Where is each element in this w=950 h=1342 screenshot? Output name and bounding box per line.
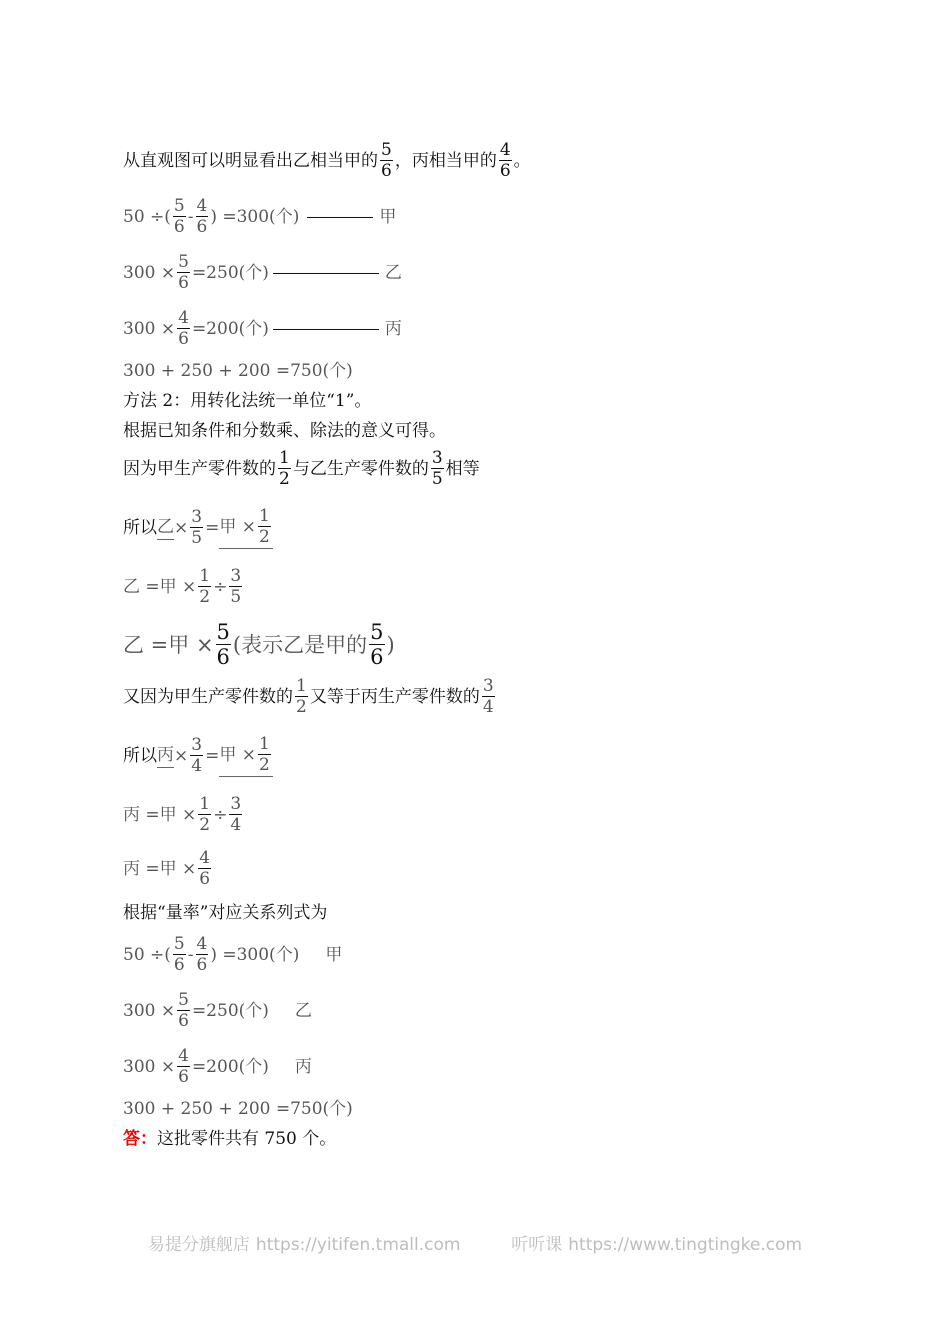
fraction [258, 734, 271, 775]
expr: 甲 × [219, 516, 256, 537]
fraction [198, 566, 211, 607]
fraction [198, 794, 211, 835]
relation-yi-jia [123, 506, 273, 549]
equation-yi [123, 252, 402, 293]
denominator: 4 [230, 815, 242, 835]
numerator: 4 [199, 848, 211, 868]
expr: - [187, 944, 194, 965]
fraction [369, 620, 384, 669]
underlined-term: 丙 [157, 744, 174, 768]
text: 所以 [123, 745, 157, 766]
fraction [177, 308, 190, 349]
expr: × [174, 745, 189, 766]
expr: - [187, 206, 194, 227]
label: 乙 [294, 1000, 312, 1021]
sum-equation [123, 360, 353, 382]
derive-yi-1 [123, 566, 244, 607]
numerator: 3 [191, 735, 203, 755]
expr: × [174, 517, 189, 538]
label: 丙 [384, 318, 402, 339]
denominator: 6 [196, 955, 208, 975]
denominator: 6 [178, 1067, 189, 1087]
leader-line [307, 217, 373, 218]
equation-bing-2 [123, 1046, 312, 1087]
text: 相等 [445, 458, 480, 479]
expr: 300 + 250 + 200 =750(个) [123, 1099, 353, 1119]
underlined-term [219, 734, 272, 777]
denominator: 2 [199, 815, 211, 835]
ratio-heading [123, 902, 327, 924]
expr: 甲 × [219, 744, 256, 765]
expr: = [205, 517, 220, 538]
denominator: 6 [178, 329, 189, 349]
answer [123, 1128, 336, 1150]
text: 方法 2：用转化法统一单位“1”。 [123, 391, 372, 411]
fraction [278, 448, 291, 489]
denominator: 6 [216, 645, 230, 669]
expr: 300 × [123, 1056, 176, 1077]
denominator: 4 [482, 697, 494, 717]
derive-bing-2 [123, 848, 213, 889]
equation-jia [123, 196, 396, 237]
fraction [190, 735, 203, 776]
numerator: 3 [482, 676, 494, 696]
expr: 丙 =甲 × [123, 804, 197, 825]
denominator: 5 [230, 587, 242, 607]
equation-jia-2 [123, 934, 342, 975]
text: 根据已知条件和分数乘、除法的意义可得。 [123, 421, 446, 441]
expr: 300 × [123, 262, 176, 283]
expr: (表示乙是甲的 [232, 632, 368, 657]
equation-bing [123, 308, 402, 349]
text: 又因为甲生产零件数的 [123, 686, 293, 707]
fraction [380, 140, 393, 181]
denominator: 6 [199, 869, 211, 889]
underlined-term: 乙 [157, 516, 174, 540]
sum-equation-2 [123, 1098, 353, 1120]
numerator: 4 [196, 196, 208, 216]
denominator: 2 [199, 587, 211, 607]
numerator: 5 [178, 252, 189, 272]
denominator: 2 [258, 755, 270, 775]
numerator: 3 [431, 448, 443, 468]
expr: =250(个) [191, 262, 269, 283]
fraction [216, 620, 231, 669]
denominator: 2 [279, 469, 290, 489]
expr: ÷ [213, 804, 228, 825]
denominator: 6 [178, 1011, 189, 1031]
numerator: 3 [230, 794, 242, 814]
expr: 50 ÷( [123, 206, 171, 227]
denominator: 5 [191, 528, 203, 548]
text: 从直观图可以明显看出乙相当甲的 [123, 150, 378, 171]
fraction [198, 848, 211, 889]
expr: ÷ [213, 576, 228, 597]
denominator: 6 [370, 645, 384, 669]
numerator: 1 [199, 794, 211, 814]
fraction [229, 794, 242, 835]
numerator: 5 [173, 196, 185, 216]
relation-bing-jia [123, 734, 273, 777]
expr: 300 + 250 + 200 =750(个) [123, 361, 353, 381]
label: 乙 [384, 262, 402, 283]
leader-line [273, 329, 379, 330]
fraction [177, 1046, 190, 1087]
fraction [431, 448, 444, 489]
fraction [177, 990, 190, 1031]
denominator: 4 [191, 756, 203, 776]
text: 所以 [123, 517, 157, 538]
footer-link-2[interactable]: https://www.tingtingke.com [568, 1235, 803, 1255]
underlined-term [219, 506, 272, 549]
method-2-heading [123, 390, 371, 412]
expr: =200(个) [191, 1056, 269, 1077]
numerator: 4 [178, 1046, 189, 1066]
expr: 300 × [123, 1000, 176, 1021]
numerator: 1 [279, 448, 290, 468]
denominator: 6 [381, 161, 392, 181]
fraction [482, 676, 495, 717]
numerator: 5 [216, 620, 230, 644]
expr: ) =300(个) [210, 206, 300, 227]
numerator: 1 [258, 506, 270, 526]
label: 丙 [294, 1056, 312, 1077]
answer-label: 答： [123, 1129, 157, 1149]
numerator: 1 [258, 734, 270, 754]
text: 根据“量率”对应关系列式为 [123, 903, 328, 923]
expr: 乙 =甲 × [123, 576, 197, 597]
numerator: 3 [230, 566, 242, 586]
footer-shop-1: 易提分旗舰店 [147, 1235, 250, 1255]
label: 甲 [379, 206, 397, 227]
numerator: 1 [296, 676, 307, 696]
footer-link-1[interactable]: https://yitifen.tmall.com [255, 1235, 461, 1255]
fraction [196, 196, 209, 237]
derive-yi-2 [123, 620, 395, 669]
numerator: 4 [196, 934, 208, 954]
label: 甲 [325, 944, 343, 965]
expr: 丙 =甲 × [123, 858, 197, 879]
numerator: 3 [191, 507, 203, 527]
expr: =200(个) [191, 318, 269, 339]
denominator: 5 [431, 469, 443, 489]
denominator: 6 [499, 161, 511, 181]
numerator: 4 [499, 140, 511, 160]
expr: 50 ÷( [123, 944, 171, 965]
fraction [190, 507, 203, 548]
leader-line [273, 273, 379, 274]
text: 。 [513, 150, 531, 171]
numerator: 1 [199, 566, 211, 586]
text: 因为甲生产零件数的 [123, 458, 276, 479]
text: 又等于丙生产零件数的 [309, 686, 480, 707]
condition-sentence-2 [123, 676, 497, 717]
denominator: 6 [196, 217, 208, 237]
equation-yi-2 [123, 990, 312, 1031]
denominator: 6 [173, 955, 185, 975]
denominator: 2 [258, 527, 270, 547]
denominator: 6 [178, 273, 189, 293]
method-note [123, 420, 446, 442]
footer-shop-2: 听听课 [511, 1235, 563, 1255]
fraction [499, 140, 512, 181]
text: ，丙相当甲的 [394, 150, 497, 171]
expr: ) [386, 632, 395, 657]
footer [0, 1230, 950, 1255]
fraction [177, 252, 190, 293]
expr: ) =300(个) [210, 944, 300, 965]
denominator: 6 [173, 217, 185, 237]
numerator: 4 [178, 308, 189, 328]
fraction [196, 934, 209, 975]
derive-bing-1 [123, 794, 244, 835]
fraction [295, 676, 308, 717]
fraction [229, 566, 242, 607]
expr: 300 × [123, 318, 176, 339]
condition-sentence-1 [123, 448, 480, 489]
fraction [258, 506, 271, 547]
numerator: 5 [178, 990, 189, 1010]
expr: 乙 =甲 × [123, 632, 214, 657]
denominator: 2 [296, 697, 307, 717]
fraction [173, 934, 186, 975]
expr: = [205, 745, 220, 766]
numerator: 5 [173, 934, 185, 954]
intro-sentence [123, 140, 531, 181]
answer-text: 这批零件共有 750 个。 [157, 1129, 337, 1149]
expr: =250(个) [191, 1000, 269, 1021]
numerator: 5 [381, 140, 392, 160]
numerator: 5 [370, 620, 384, 644]
fraction [173, 196, 186, 237]
text: 与乙生产零件数的 [292, 458, 429, 479]
